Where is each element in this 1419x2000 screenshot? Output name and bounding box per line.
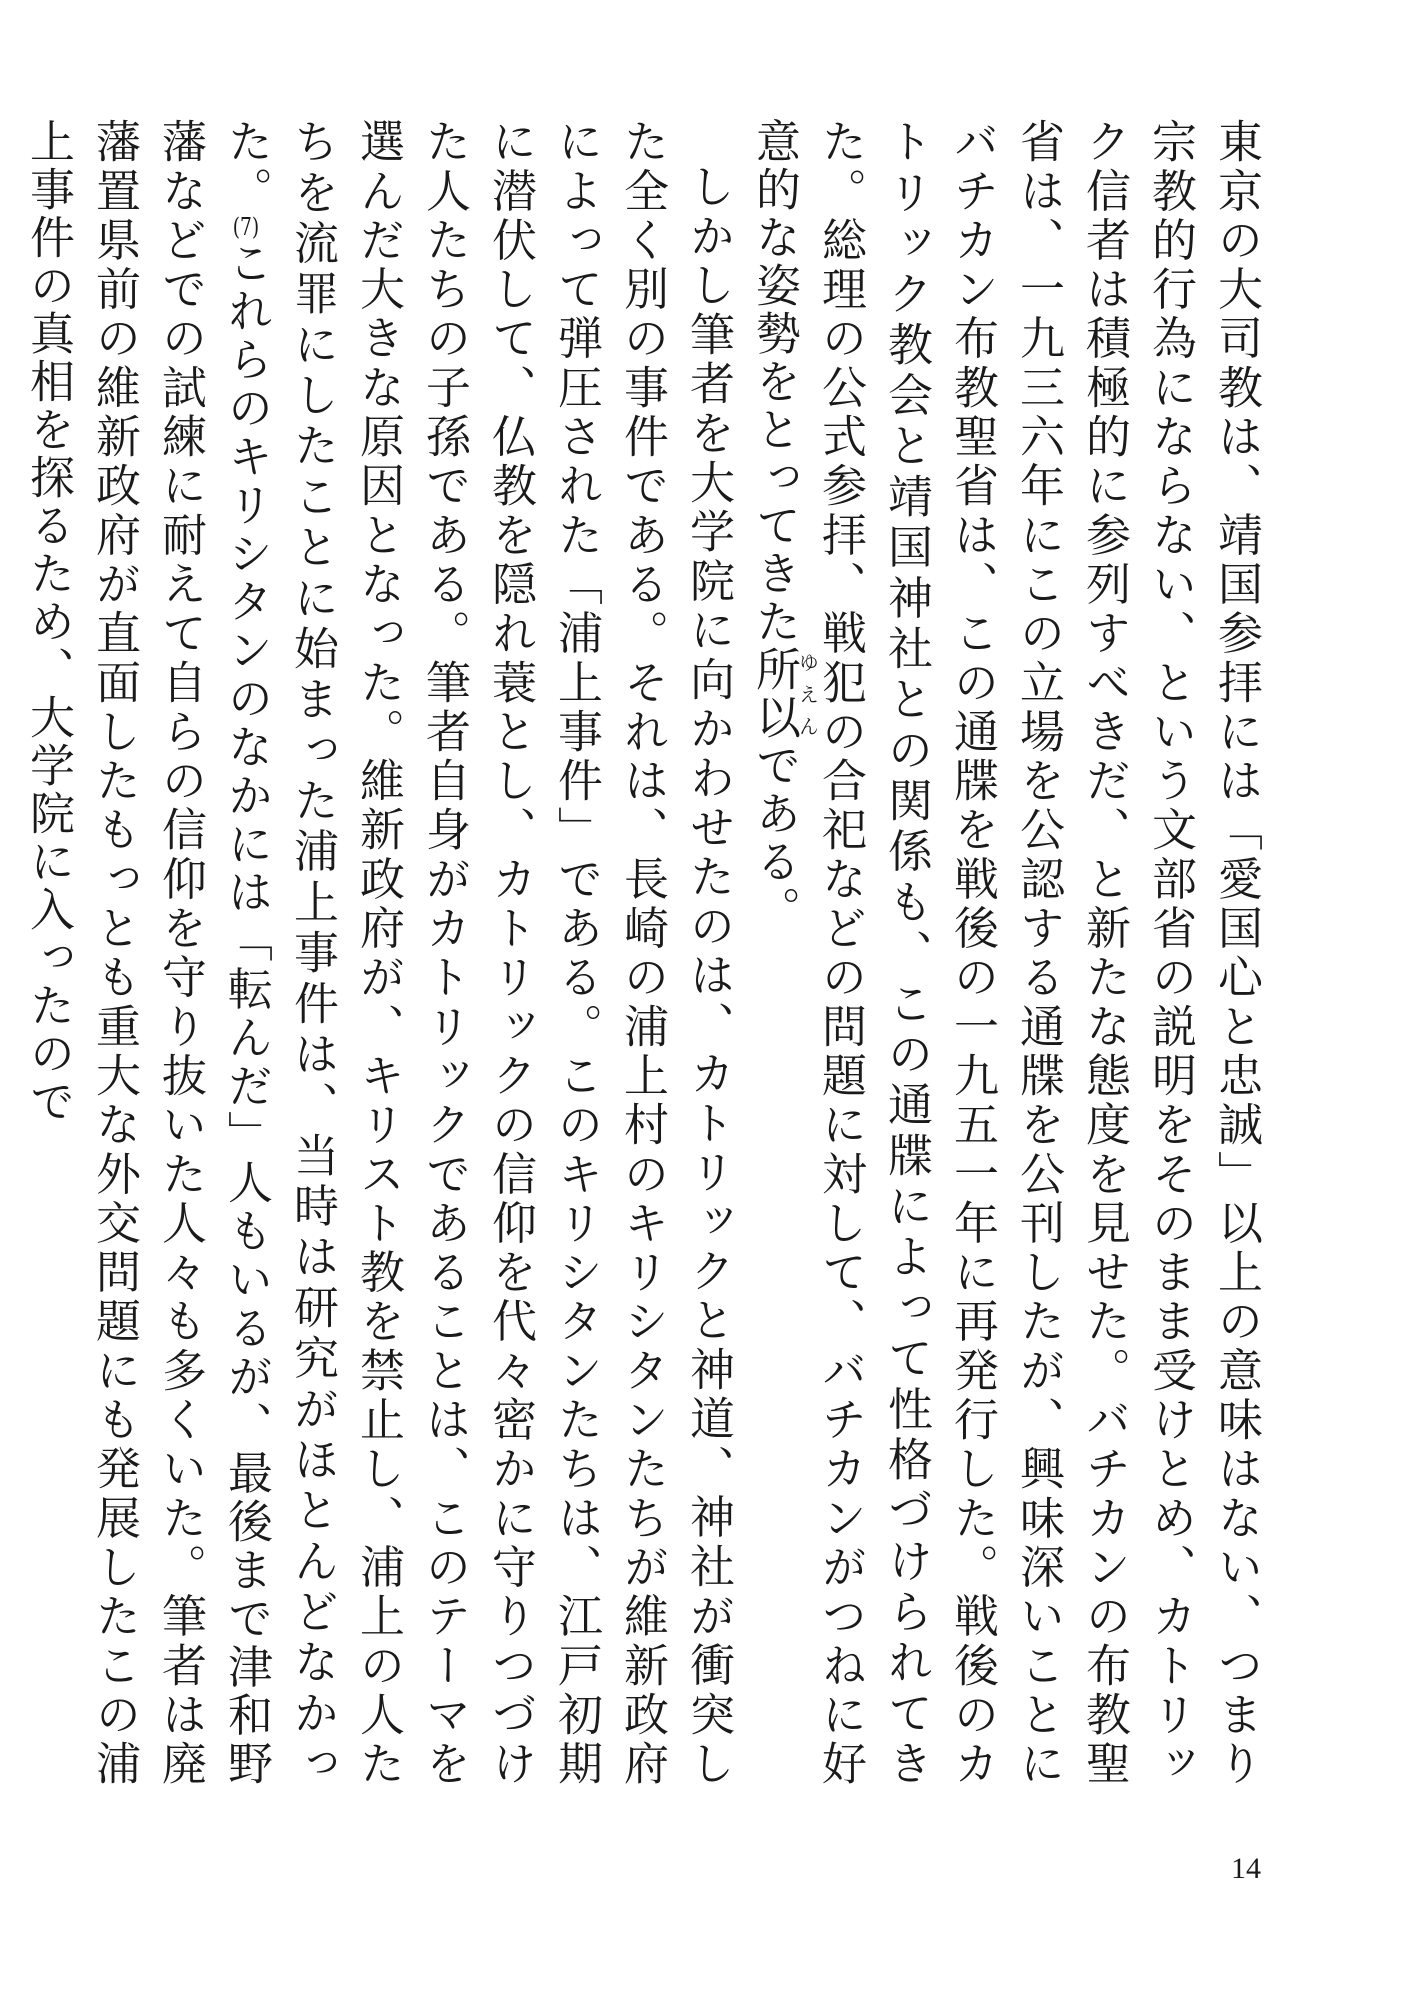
ruby-reading: ゆえん	[795, 646, 820, 742]
paragraph-2-part2: これらのキリシタンのなかには「転んだ」人もいるが、最後まで津和野藩などでの試練に耐えて自らの信仰を守り抜いた人々も多くいた。筆者は廃藩置県前の維新政府が直面したもっとも重大な外交問題にも発展したこの浦上事件の真相を探るため、大学院に入ったので	[22, 118, 273, 1788]
ruby-yuen	[748, 646, 820, 742]
paragraph-2-part1: しかし筆者を大学院に向かわせたのは、カトリックと神道、神社が衝突した全く別の事件である。それは、長崎の浦上村のキリシタンたちが維新政府によって弾圧された「浦上事件」である。このキリシタンたちは、江戸初期に潜伏して、仏教を隠れ蓑とし、カトリックの信仰を代々密かに守りつづけた人たちの子孫である。筆者自身がカトリックであることは、このテーマを選んだ大きな原因となった。維新政府が、キリスト教を禁止し、浦上の人たちを流罪にしたことに始まった浦上事件は、当時は研究がほとんどなかった。	[220, 118, 735, 1788]
paragraph-1-end: である。	[748, 742, 801, 934]
paragraph-2	[15, 118, 741, 1788]
page-number: 14	[1231, 1852, 1261, 1885]
footnote-reference: (7)	[232, 214, 260, 239]
paragraph-1-text: 東京の大司教は、靖国参拝には「愛国心と忠誠」以上の意味はない、つまり宗教的行為にならない、という文部省の説明をそのまま受けとめ、カトリック信者は積極的に参列すべきだ、と新たな態度を見せた。バチカンの布教聖省は、一九三六年にこの立場を公認する通牒を公刊したが、興味深いことにバチカン布教聖省は、この通牒を戦後の一九五一年に再発行した。戦後のカトリック教会と靖国神社との関係も、この通牒によって性格づけられてきた。総理の公式参拝、戦犯の合祀などの問題に対して、バチカンがつねに好意的な姿勢をとってきた	[748, 118, 1263, 1788]
ruby-base: 所以	[748, 646, 801, 742]
paragraph-1	[741, 118, 1269, 1788]
vertical-text-body	[22, 118, 1269, 1788]
